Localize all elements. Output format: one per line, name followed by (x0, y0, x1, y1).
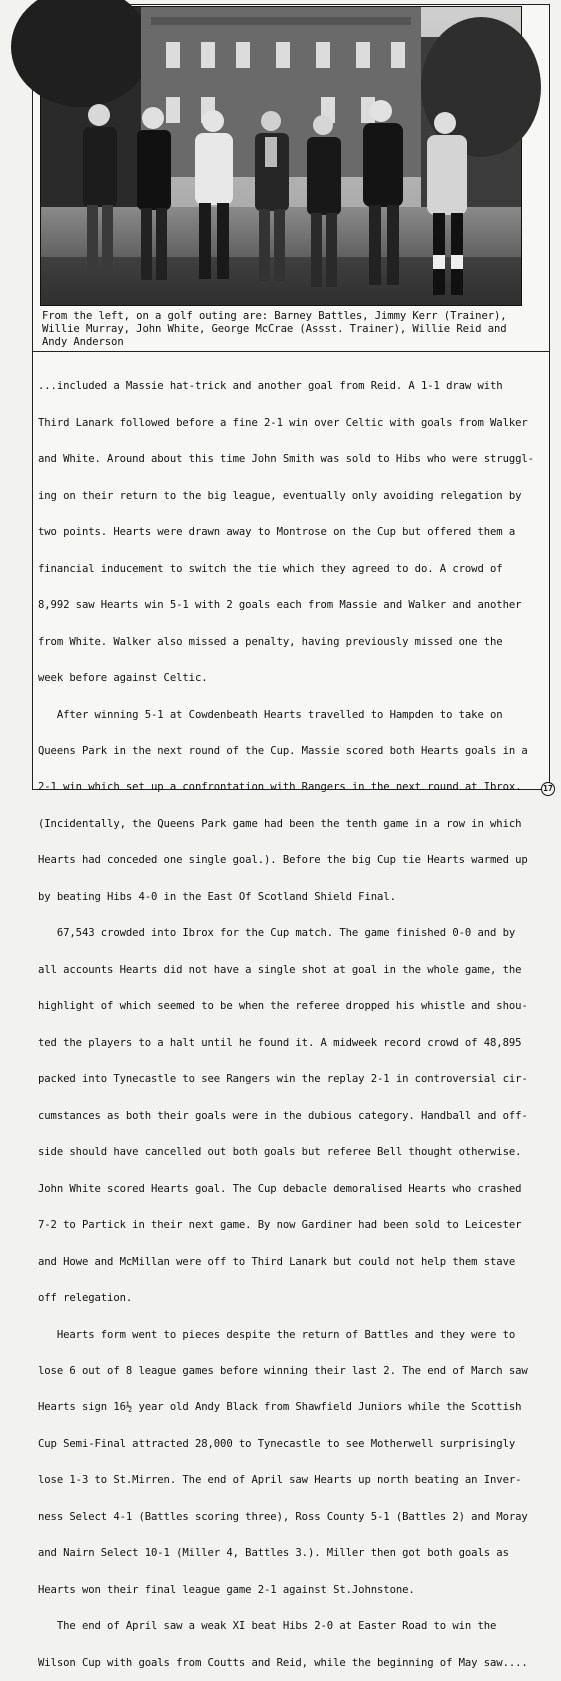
article-body (38, 356, 548, 1681)
article-line: (Incidentally, the Queens Park game had been the tenth game in a row in which (38, 817, 522, 830)
article-line: from White. Walker also missed a penalty, having previously missed one the (38, 635, 503, 648)
article-line: side should have cancelled out both goals but referee Bell thought otherwise. (38, 1146, 522, 1159)
article-line: week before against Celtic. (38, 672, 208, 685)
article-line: 67,543 crowded into Ibrox for the Cup match. The game finished 0-0 and by (38, 927, 516, 940)
article-line: and Nairn Select 10-1 (Miller 4, Battles 3.). Miller then got both goals as (38, 1547, 509, 1560)
article-line: ing on their return to the big league, eventually only avoiding relegation by (38, 489, 522, 502)
group-photo-golf-outing-icon (41, 7, 521, 305)
article-line: 2-1 win which set up a confrontation with Rangers in the next round at Ibrox. (38, 781, 522, 794)
article-line: Queens Park in the next round of the Cup. Massie scored both Hearts goals in a (38, 745, 528, 757)
article-line: and Howe and McMillan were off to Third Lanark but could not help them stave (38, 1255, 516, 1268)
article-line: Hearts had conceded one single goal.). Before the big Cup tie Hearts warmed up (38, 854, 528, 867)
article-line: 8,992 saw Hearts win 5-1 with 2 goals each from Massie and Walker and another (38, 599, 522, 612)
article-line: lose 6 out of 8 league games before winning their last 2. The end of March saw (38, 1364, 528, 1377)
article-line: ...included a Massie hat-trick and another goal from Reid. A 1-1 draw with (38, 380, 503, 393)
article-line: Hearts sign 16½ year old Andy Black from Shawfield Juniors while the Scottish (38, 1401, 522, 1414)
article-line: After winning 5-1 at Cowdenbeath Hearts travelled to Hampden to take on (38, 708, 503, 721)
section-divider (32, 351, 550, 352)
article-line: all accounts Hearts did not have a single shot at goal in the whole game, the (38, 963, 522, 976)
article-line: packed into Tynecastle to see Rangers win the replay 2-1 in controversial cir- (38, 1073, 528, 1086)
article-line: Hearts won their final league game 2-1 against St.Johnstone. (38, 1583, 415, 1596)
group-photo (40, 6, 522, 306)
article-line: financial inducement to switch the tie which they agreed to do. A crowd of (38, 562, 503, 575)
article-line: Hearts form went to pieces despite the return of Battles and they were to (38, 1328, 516, 1341)
article-line: Cup Semi-Final attracted 28,000 to Tynecastle to see Motherwell surprisingly (38, 1437, 516, 1450)
article-line: highlight of which seemed to be when the referee dropped his whistle and shou- (38, 1000, 528, 1013)
article-line: ness Select 4-1 (Battles scoring three), Ross County 5-1 (Battles 2) and Moray (38, 1510, 528, 1523)
article-line: cumstances as both their goals were in the dubious category. Handball and off- (38, 1109, 528, 1122)
page-number-badge: 17 (541, 782, 555, 796)
article-line: by beating Hibs 4-0 in the East Of Scotland Shield Final. (38, 890, 396, 903)
article-line: lose 1-3 to St.Mirren. The end of April saw Hearts up north beating an Inver- (38, 1474, 522, 1487)
article-line: and White. Around about this time John Smith was sold to Hibs who were struggl- (38, 453, 534, 466)
article-line: The end of April saw a weak XI beat Hibs 2-0 at Easter Road to win the (38, 1620, 497, 1633)
article-line: Third Lanark followed before a fine 2-1 win over Celtic with goals from Walker (38, 416, 528, 429)
article-line: off relegation. (38, 1292, 133, 1305)
article-line: two points. Hearts were drawn away to Montrose on the Cup but offered them a (38, 526, 516, 539)
article-line: ted the players to a halt until he found it. A midweek record crowd of 48,895 (38, 1036, 522, 1049)
article-line: John White scored Hearts goal. The Cup debacle demoralised Hearts who crashed (38, 1182, 522, 1195)
article-line: Wilson Cup with goals from Coutts and Reid, while the beginning of May saw.... (38, 1656, 528, 1669)
article-line: 7-2 to Partick in their next game. By now Gardiner had been sold to Leicester (38, 1219, 522, 1232)
photo-caption: From the left, on a golf outing are: Barney Battles, Jimmy Kerr (Trainer), Willie Murray, John White, George McCrae (Assst. Trainer), Willie Reid and Andy Anderson (42, 310, 507, 349)
